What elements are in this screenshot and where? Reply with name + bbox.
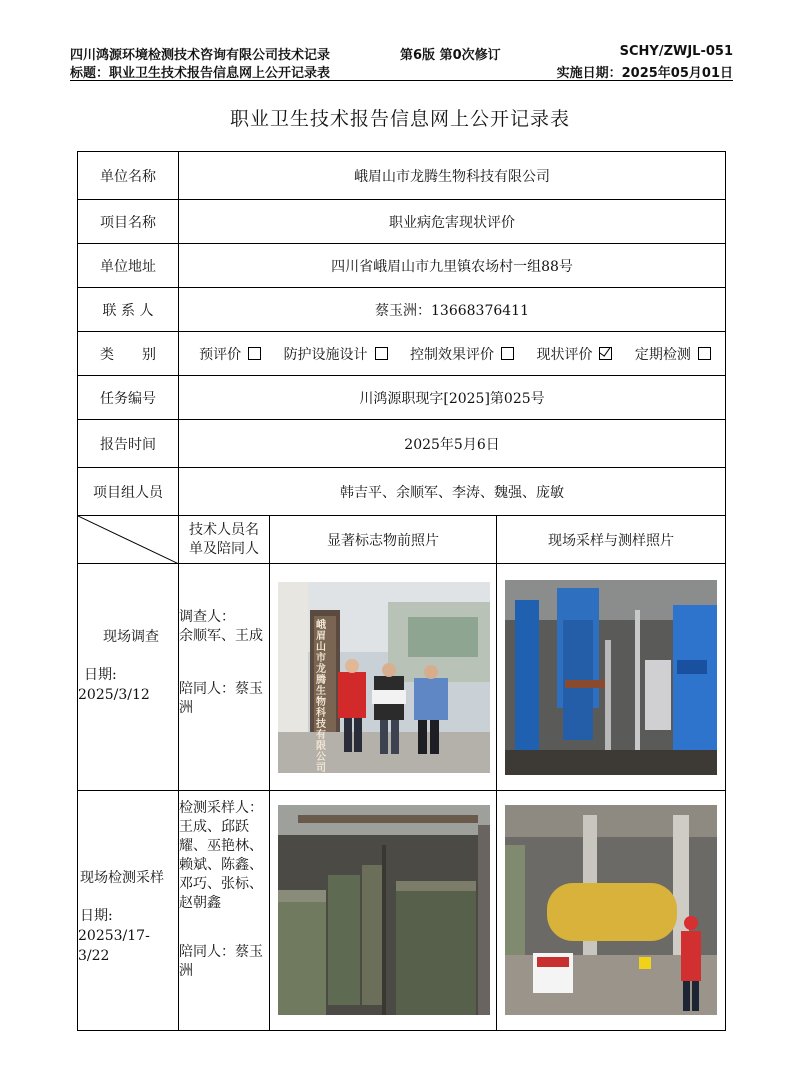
- category-label: 现状评价: [536, 346, 593, 363]
- companion-name: 蔡玉洲: [179, 681, 263, 716]
- row-category: [78, 332, 726, 376]
- sampling-landmark-photo-cell: [270, 791, 497, 1031]
- row-report-time: [78, 420, 726, 468]
- value-project-name: 职业病危害现状评价: [179, 200, 726, 244]
- tanks-photo-image: [278, 805, 490, 1015]
- category-control-effect[interactable]: [404, 347, 514, 363]
- sampling-date: 20253/17-3/22: [78, 928, 150, 964]
- checkbox-icon: [698, 347, 711, 360]
- investigator-label: 调查人：: [179, 609, 235, 625]
- survey-landmark-photo-cell: [270, 564, 497, 791]
- category-pre-eval[interactable]: [193, 347, 261, 363]
- row-project-name: [78, 200, 726, 244]
- sampling-photo: [505, 805, 717, 1015]
- equipment-photo-image: [505, 580, 717, 775]
- category-label: 预评价: [199, 346, 242, 363]
- survey-onsite-photo-cell: [497, 564, 726, 791]
- sampling-onsite-photo-cell: [497, 791, 726, 1031]
- category-status-eval[interactable]: [530, 347, 612, 363]
- effective-date: 实施日期：2025年05月01日: [556, 66, 733, 81]
- survey-section: [78, 564, 179, 791]
- label-contact: 联 系 人: [78, 288, 179, 332]
- record-table: [77, 151, 726, 1031]
- category-label: 控制效果评价: [410, 346, 495, 363]
- gate-sign-text: 峨眉山市龙腾生物科技有限公司: [316, 620, 326, 773]
- checkbox-icon: [248, 347, 261, 360]
- category-options: [179, 332, 726, 376]
- checkbox-icon: [375, 347, 388, 360]
- sampling-section: [78, 791, 179, 1031]
- row-contact: [78, 288, 726, 332]
- row-sampling: [78, 791, 726, 1031]
- companion-name: 蔡玉洲: [179, 944, 263, 979]
- category-periodic-test[interactable]: [629, 347, 711, 363]
- row-survey: [78, 564, 726, 791]
- investigators: 余顺军、王成: [179, 628, 263, 644]
- label-report-time: 报告时间: [78, 420, 179, 468]
- row-address: [78, 244, 726, 288]
- header-line-2: [70, 62, 733, 80]
- doc-code: SCHY/ZWJL-051: [619, 44, 733, 59]
- survey-companion-line: [179, 680, 269, 718]
- category-protection-design[interactable]: [278, 347, 388, 363]
- gate-photo: [278, 582, 490, 773]
- diagonal-cell: [78, 516, 179, 564]
- page-title: 职业卫生技术报告信息网上公开记录表: [229, 108, 570, 130]
- value-contact: 蔡玉洲：13668376411: [179, 288, 726, 332]
- label-team: 项目组人员: [78, 468, 179, 516]
- sampling-companion-line: [179, 943, 269, 981]
- landmark-header: 显著标志物前照片: [270, 516, 497, 564]
- sampling-photo-image: [505, 805, 717, 1015]
- value-report-time: 2025年5月6日: [179, 420, 726, 468]
- label-unit-name: 单位名称: [78, 152, 179, 200]
- category-label: 定期检测: [634, 346, 691, 363]
- value-team: 韩吉平、余顺军、李涛、魏强、庞敏: [179, 468, 726, 516]
- version: 第6版 第0次修订: [400, 48, 501, 63]
- checked-box-icon: [599, 347, 612, 360]
- onsite-header: 现场采样与测样照片: [497, 516, 726, 564]
- label-project-name: 项目名称: [78, 200, 179, 244]
- checkbox-icon: [501, 347, 514, 360]
- row-task-number: [78, 376, 726, 420]
- subject: 标题：职业卫生技术报告信息网上公开记录表: [70, 66, 331, 81]
- samplers: 王成、邱跃耀、巫艳林、赖斌、陈鑫、邓巧、张标、赵朝鑫: [179, 819, 263, 911]
- survey-date: 2025/3/12: [78, 687, 150, 703]
- survey-date-label: 日期:: [84, 667, 117, 683]
- category-label: 防护设施设计: [283, 346, 368, 363]
- value-unit-name: 峨眉山市龙腾生物科技有限公司: [179, 152, 726, 200]
- gate-photo-image: [278, 582, 490, 773]
- label-task-number: 任务编号: [78, 376, 179, 420]
- header-line-1: [70, 44, 733, 62]
- diagonal-line: [78, 516, 179, 564]
- row-team: [78, 468, 726, 516]
- value-task-number: 川鸿源职现字[2025]第025号: [179, 376, 726, 420]
- value-address: 四川省峨眉山市九里镇农场村一组88号: [179, 244, 726, 288]
- sampling-people: [179, 791, 270, 1031]
- header-rule: [70, 80, 733, 81]
- survey-people: [179, 564, 270, 791]
- tanks-photo: [278, 805, 490, 1015]
- company-record: 四川鸿源环境检测技术咨询有限公司技术记录: [70, 48, 331, 63]
- equipment-photo: [505, 580, 717, 775]
- label-category: 类 别: [78, 332, 179, 376]
- staff-header: 技术人员名单及陪同人: [179, 516, 270, 564]
- label-address: 单位地址: [78, 244, 179, 288]
- companion-label: 陪同人：: [179, 681, 235, 697]
- sampler-label: 检测采样人：: [179, 800, 263, 816]
- row-photo-header: [78, 516, 726, 564]
- companion-label: 陪同人：: [179, 944, 235, 960]
- sampling-title: 现场检测采样: [80, 870, 164, 886]
- survey-title: 现场调查: [103, 629, 159, 645]
- row-unit-name: [78, 152, 726, 200]
- sampling-date-label: 日期:: [80, 908, 113, 924]
